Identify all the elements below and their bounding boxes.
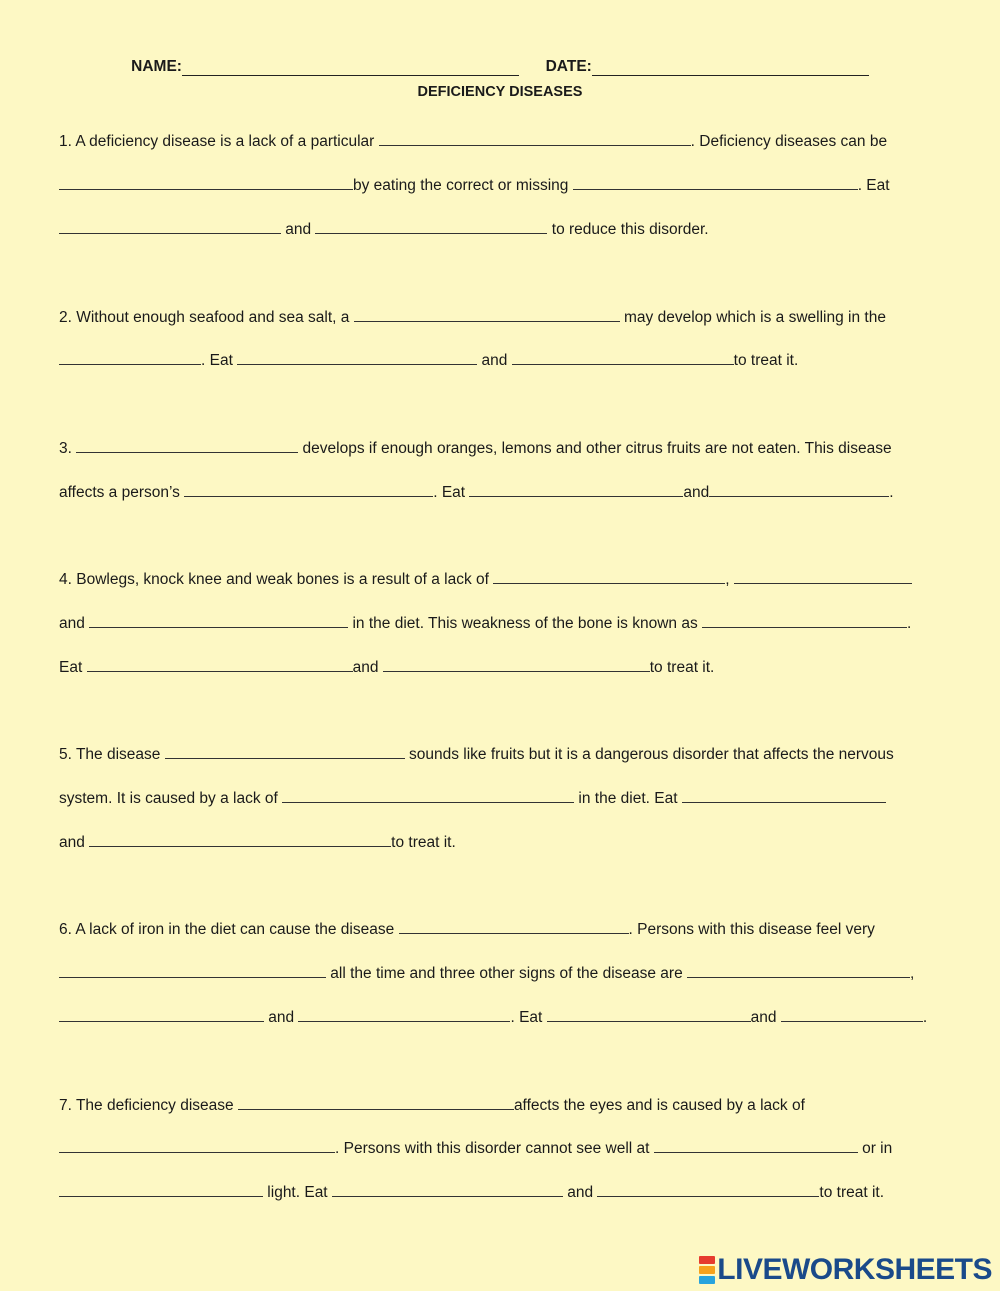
q7-line-1: 7. The deficiency disease affects the eyes and is caused by a lack of	[59, 1094, 805, 1116]
q6-blank-4[interactable]	[59, 1006, 264, 1022]
q1-line-1: 1. A deficiency disease is a lack of a particular . Deficiency diseases can be	[59, 130, 887, 152]
q2-line-2: . Eat and to treat it.	[59, 349, 798, 371]
q4-line-2: and in the diet. This weakness of the bone is known as .	[59, 612, 911, 634]
q6-blank-6[interactable]	[547, 1006, 751, 1022]
q4-line-3: Eat and to treat it.	[59, 656, 714, 678]
q6-line-3: and . Eat and .	[59, 1006, 927, 1028]
q3-blank-1[interactable]	[76, 437, 298, 453]
q7-line-3: light. Eat and to treat it.	[59, 1181, 884, 1203]
q5-blank-1[interactable]	[165, 743, 405, 759]
q5-line-3: and to treat it.	[59, 831, 456, 853]
q1-blank-3[interactable]	[573, 174, 858, 190]
logo-blocks-icon	[699, 1255, 715, 1285]
q6-blank-1[interactable]	[399, 918, 629, 934]
q2-line-1: 2. Without enough seafood and sea salt, a may develop which is a swelling in the	[59, 306, 886, 328]
q5-line-2: system. It is caused by a lack of in the diet. Eat	[59, 787, 886, 809]
q1-blank-1[interactable]	[379, 130, 691, 146]
q4-blank-3[interactable]	[89, 612, 348, 628]
q5-blank-2[interactable]	[282, 787, 574, 803]
q3-line-2: affects a person’s . Eat and .	[59, 481, 894, 503]
name-label: NAME:	[131, 58, 182, 75]
q4-blank-1[interactable]	[493, 568, 725, 584]
q6-blank-2[interactable]	[59, 962, 326, 978]
liveworksheets-logo[interactable]	[699, 1254, 992, 1286]
q3-line-1: 3. develops if enough oranges, lemons and other citrus fruits are not eaten. This disease	[59, 437, 892, 459]
q5-blank-4[interactable]	[89, 831, 391, 847]
q4-blank-6[interactable]	[383, 656, 650, 672]
q4-line-1: 4. Bowlegs, knock knee and weak bones is a result of a lack of ,	[59, 568, 912, 590]
q6-blank-5[interactable]	[298, 1006, 510, 1022]
q7-blank-4[interactable]	[59, 1181, 263, 1197]
q7-blank-2[interactable]	[59, 1137, 335, 1153]
q4-blank-4[interactable]	[702, 612, 907, 628]
q7-blank-3[interactable]	[654, 1137, 858, 1153]
name-input[interactable]	[182, 58, 519, 76]
q7-blank-1[interactable]	[238, 1094, 514, 1110]
q1-line-3: and to reduce this disorder.	[59, 218, 709, 240]
q5-line-1: 5. The disease sounds like fruits but it is a dangerous disorder that affects the nervous	[59, 743, 894, 765]
q7-line-2: . Persons with this disorder cannot see well at or in	[59, 1137, 892, 1159]
q2-blank-2[interactable]	[59, 349, 201, 365]
logo-text: LIVEWORKSHEETS	[717, 1253, 992, 1286]
q6-blank-3[interactable]	[687, 962, 910, 978]
q1-blank-4[interactable]	[59, 218, 281, 234]
q3-blank-4[interactable]	[709, 481, 889, 497]
q1-blank-2[interactable]	[59, 174, 353, 190]
q3-blank-2[interactable]	[184, 481, 433, 497]
q7-blank-5[interactable]	[332, 1181, 563, 1197]
q6-blank-7[interactable]	[781, 1006, 923, 1022]
q4-blank-2[interactable]	[734, 568, 912, 584]
page-title: DEFICIENCY DISEASES	[417, 84, 583, 100]
q6-line-1: 6. A lack of iron in the diet can cause the disease . Persons with this disease feel very	[59, 918, 875, 940]
q2-blank-1[interactable]	[354, 306, 620, 322]
q7-blank-6[interactable]	[597, 1181, 819, 1197]
header-row	[0, 58, 1000, 76]
q4-blank-5[interactable]	[87, 656, 353, 672]
q6-line-2: all the time and three other signs of the disease are ,	[59, 962, 914, 984]
q1-line-2: by eating the correct or missing . Eat	[59, 174, 890, 196]
q5-blank-3[interactable]	[682, 787, 886, 803]
q3-blank-3[interactable]	[469, 481, 683, 497]
q2-blank-3[interactable]	[237, 349, 477, 365]
date-label: DATE:	[545, 58, 592, 75]
q1-blank-5[interactable]	[315, 218, 547, 234]
date-input[interactable]	[592, 58, 869, 76]
q2-blank-4[interactable]	[512, 349, 734, 365]
